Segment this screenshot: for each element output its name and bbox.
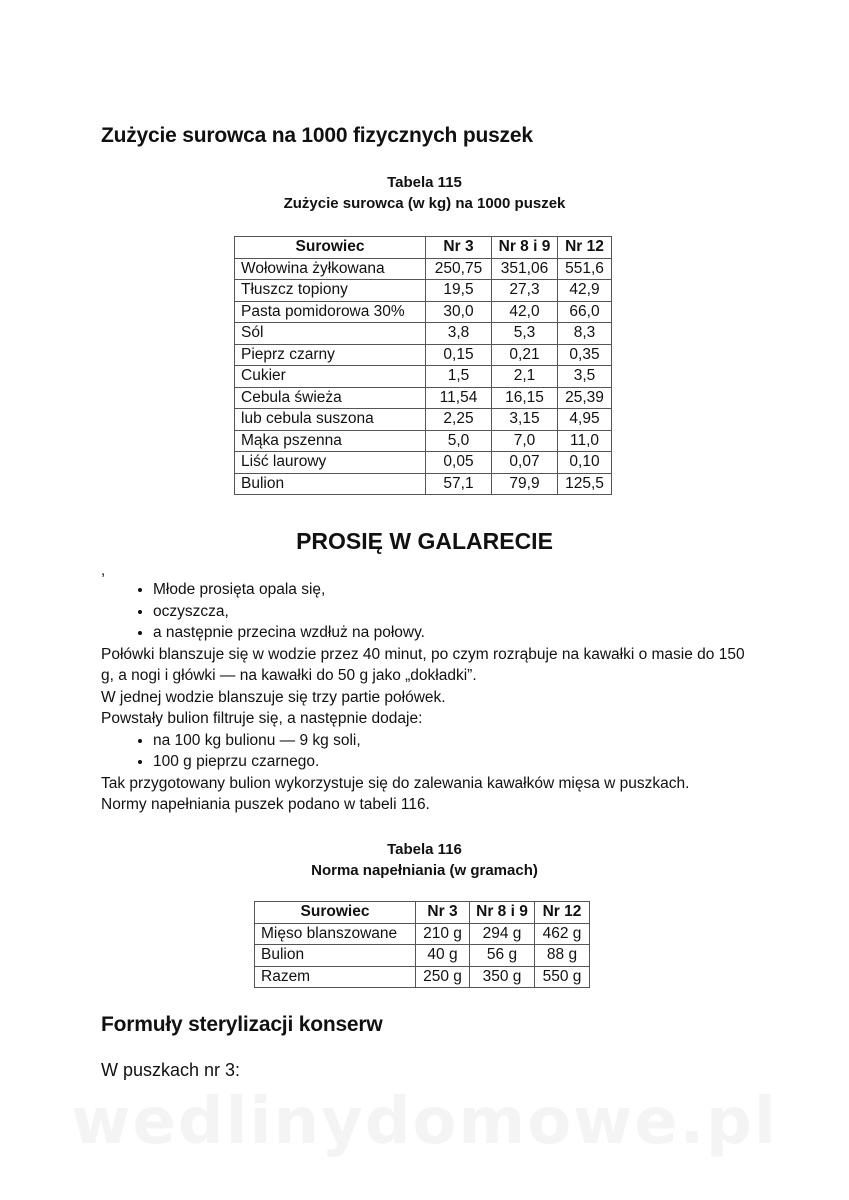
table-cell: 42,9 <box>558 280 612 302</box>
table116-label: Tabela 116 <box>387 841 462 858</box>
bullet-list-steps <box>101 579 751 644</box>
table-cell: 40 g <box>416 945 470 967</box>
table-row <box>235 452 612 474</box>
table-row <box>235 409 612 431</box>
table-cell: 57,1 <box>426 473 492 495</box>
table-cell: Cukier <box>235 366 426 388</box>
table-cell: Wołowina żyłkowana <box>235 258 426 280</box>
table-cell: 551,6 <box>558 258 612 280</box>
column-header: Surowiec <box>235 237 426 259</box>
table-row <box>235 301 612 323</box>
column-header: Nr 3 <box>416 902 470 924</box>
list-item: • a następnie przecina wzdłuż na połowy. <box>153 622 751 644</box>
list-item: • na 100 kg bulionu — 9 kg soli, <box>153 730 751 752</box>
table-cell: 462 g <box>535 923 590 945</box>
table-row <box>235 387 612 409</box>
stray-comma: , <box>101 562 106 579</box>
table-cell: 3,5 <box>558 366 612 388</box>
table-cell: 3,15 <box>492 409 558 431</box>
table-cell: Mięso blanszowane <box>255 923 416 945</box>
table-row <box>235 430 612 452</box>
table-row <box>235 344 612 366</box>
bullet-list-additions <box>101 730 751 773</box>
table-row <box>235 258 612 280</box>
table-cell: Sól <box>235 323 426 345</box>
table-header-row <box>255 902 590 924</box>
paragraph: Połówki blanszuje się w wodzie przez 40 minut, po czym rozrąbuje na kawałki o masie do 150 g, a nogi i główki — na kawałki do 50 g jako „dokładki”. <box>101 645 745 684</box>
table-cell: 42,0 <box>492 301 558 323</box>
table-cell: 125,5 <box>558 473 612 495</box>
table-cell: Pieprz czarny <box>235 344 426 366</box>
table-cell: 550 g <box>535 966 590 988</box>
column-header: Surowiec <box>255 902 416 924</box>
table-cell: 25,39 <box>558 387 612 409</box>
table-cell: 2,25 <box>426 409 492 431</box>
table-cell: 56 g <box>470 945 535 967</box>
table-cell: Razem <box>255 966 416 988</box>
table-cell: 250,75 <box>426 258 492 280</box>
table-cell: lub cebula suszona <box>235 409 426 431</box>
paragraph: W jednej wodzie blanszuje się trzy partie połówek. <box>101 688 446 706</box>
paragraph: Tak przygotowany bulion wykorzystuje się do zalewania kawałków mięsa w puszkach. <box>101 774 690 792</box>
table-cell: 0,05 <box>426 452 492 474</box>
table-row <box>235 366 612 388</box>
table-cell: 88 g <box>535 945 590 967</box>
table-cell: 250 g <box>416 966 470 988</box>
column-header: Nr 3 <box>426 237 492 259</box>
column-header: Nr 8 i 9 <box>492 237 558 259</box>
body-text <box>101 579 751 816</box>
table-cell: 7,0 <box>492 430 558 452</box>
column-header: Nr 12 <box>535 902 590 924</box>
table-cell: 294 g <box>470 923 535 945</box>
table-cell: 0,15 <box>426 344 492 366</box>
table-cell: Bulion <box>255 945 416 967</box>
table-cell: 4,95 <box>558 409 612 431</box>
table-cell: 30,0 <box>426 301 492 323</box>
table-cell: 2,1 <box>492 366 558 388</box>
list-item: • Młode prosięta opala się, <box>153 579 751 601</box>
table-row <box>235 473 612 495</box>
table-cell: 210 g <box>416 923 470 945</box>
table115 <box>234 236 612 495</box>
table-cell: Tłuszcz topiony <box>235 280 426 302</box>
table-cell: 5,3 <box>492 323 558 345</box>
column-header: Nr 12 <box>558 237 612 259</box>
table-cell: 350 g <box>470 966 535 988</box>
paragraph: Powstały bulion filtruje się, a następnie dodaje: <box>101 710 423 727</box>
table-cell: Bulion <box>235 473 426 495</box>
table-row <box>235 323 612 345</box>
table-cell: Cebula świeża <box>235 387 426 409</box>
table-cell: 19,5 <box>426 280 492 302</box>
table-cell: 5,0 <box>426 430 492 452</box>
table-cell: 0,21 <box>492 344 558 366</box>
table-cell: 3,8 <box>426 323 492 345</box>
table116-title: Norma napełniania (w gramach) <box>311 862 538 879</box>
table-cell: 1,5 <box>426 366 492 388</box>
table-cell: Mąka pszenna <box>235 430 426 452</box>
table-cell: 11,54 <box>426 387 492 409</box>
section-title-consumption: Zużycie surowca na 1000 fizycznych puszek <box>101 124 533 147</box>
table-cell: 351,06 <box>492 258 558 280</box>
watermark: wedlinydomowe.pl <box>71 1085 778 1159</box>
table-cell: 0,35 <box>558 344 612 366</box>
table-cell: 8,3 <box>558 323 612 345</box>
table115-title: Zużycie surowca (w kg) na 1000 puszek <box>283 195 566 212</box>
table115-label: Tabela 115 <box>387 174 462 191</box>
table-row <box>235 280 612 302</box>
table-row <box>255 923 590 945</box>
column-header: Nr 8 i 9 <box>470 902 535 924</box>
table-cell: 0,10 <box>558 452 612 474</box>
table-cell: 0,07 <box>492 452 558 474</box>
table116 <box>254 901 590 988</box>
list-item: • oczyszcza, <box>153 601 751 623</box>
table-cell: 16,15 <box>492 387 558 409</box>
table-cell: 27,3 <box>492 280 558 302</box>
table-cell: 11,0 <box>558 430 612 452</box>
list-item: • 100 g pieprzu czarnego. <box>153 751 751 773</box>
table-cell: 66,0 <box>558 301 612 323</box>
table-row <box>255 966 590 988</box>
table-header-row <box>235 237 612 259</box>
intro-text: W puszkach nr 3: <box>101 1060 241 1080</box>
table-cell: Pasta pomidorowa 30% <box>235 301 426 323</box>
paragraph: Normy napełniania puszek podano w tabeli 116. <box>101 796 430 813</box>
table-cell: Liść laurowy <box>235 452 426 474</box>
section-title-sterilization: Formuły sterylizacji konserw <box>101 1013 383 1036</box>
main-title: PROSIĘ W GALARECIE <box>296 528 553 554</box>
table-row <box>255 945 590 967</box>
table-cell: 79,9 <box>492 473 558 495</box>
